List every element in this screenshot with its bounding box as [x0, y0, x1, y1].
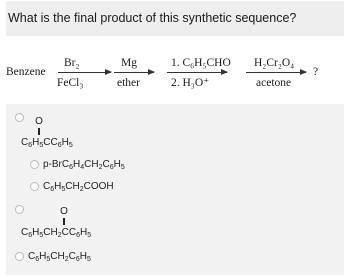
step1-catalyst: FeCl₃ — [57, 77, 84, 89]
reaction-scheme — [0, 36, 350, 104]
step2-reagent: Mg — [121, 57, 137, 69]
step3-workup: 2. H₃O⁺ — [171, 77, 210, 89]
choice-b-radio[interactable] — [30, 160, 39, 169]
starting-material: Benzene — [6, 66, 46, 78]
choice-a-carbonyl — [33, 117, 45, 135]
reaction-arrow-3 — [167, 72, 227, 73]
choice-d-oxygen: O — [60, 206, 68, 217]
step4-reagent: H₂Cr₂O₄ — [254, 57, 295, 69]
choice-a-oxygen: O — [35, 116, 43, 127]
choice-c-formula: $C_6H_5CH_2COOH$ — [43, 181, 114, 193]
answer-choices — [6, 104, 344, 275]
reaction-arrow-4 — [246, 72, 306, 73]
choice-d-formula: $C_6H_5CH_2CC_6H_5$ — [21, 227, 92, 239]
double-bond-icon — [38, 128, 40, 135]
choice-e-radio[interactable] — [15, 252, 24, 261]
choice-a-radio[interactable] — [15, 113, 24, 122]
reaction-arrow-2 — [114, 72, 154, 73]
step1-reagent: Br₂ — [64, 57, 80, 69]
choice-e-formula: $C_6H_5CH_2C_6H_5$ — [28, 251, 91, 263]
choice-b-formula: $p-BrC_6H_4CH_2C_6H_5$ — [43, 159, 125, 171]
final-product-unknown: ? — [313, 66, 319, 78]
choice-d-carbonyl — [58, 207, 70, 225]
double-bond-icon — [63, 218, 65, 225]
question-prompt — [6, 1, 344, 36]
step3-reagent: 1. C₆H₅CHO — [171, 57, 231, 69]
choice-a-formula: $C_6H_5CC_6H_5$ — [21, 137, 73, 149]
choice-d-radio[interactable] — [15, 205, 24, 214]
choice-c-radio[interactable] — [30, 182, 39, 191]
question-text: What is the final product of this synthetic sequence? — [8, 11, 297, 25]
step4-solvent: acetone — [256, 77, 292, 89]
reaction-arrow-1 — [58, 72, 111, 73]
step2-solvent: ether — [117, 77, 140, 89]
